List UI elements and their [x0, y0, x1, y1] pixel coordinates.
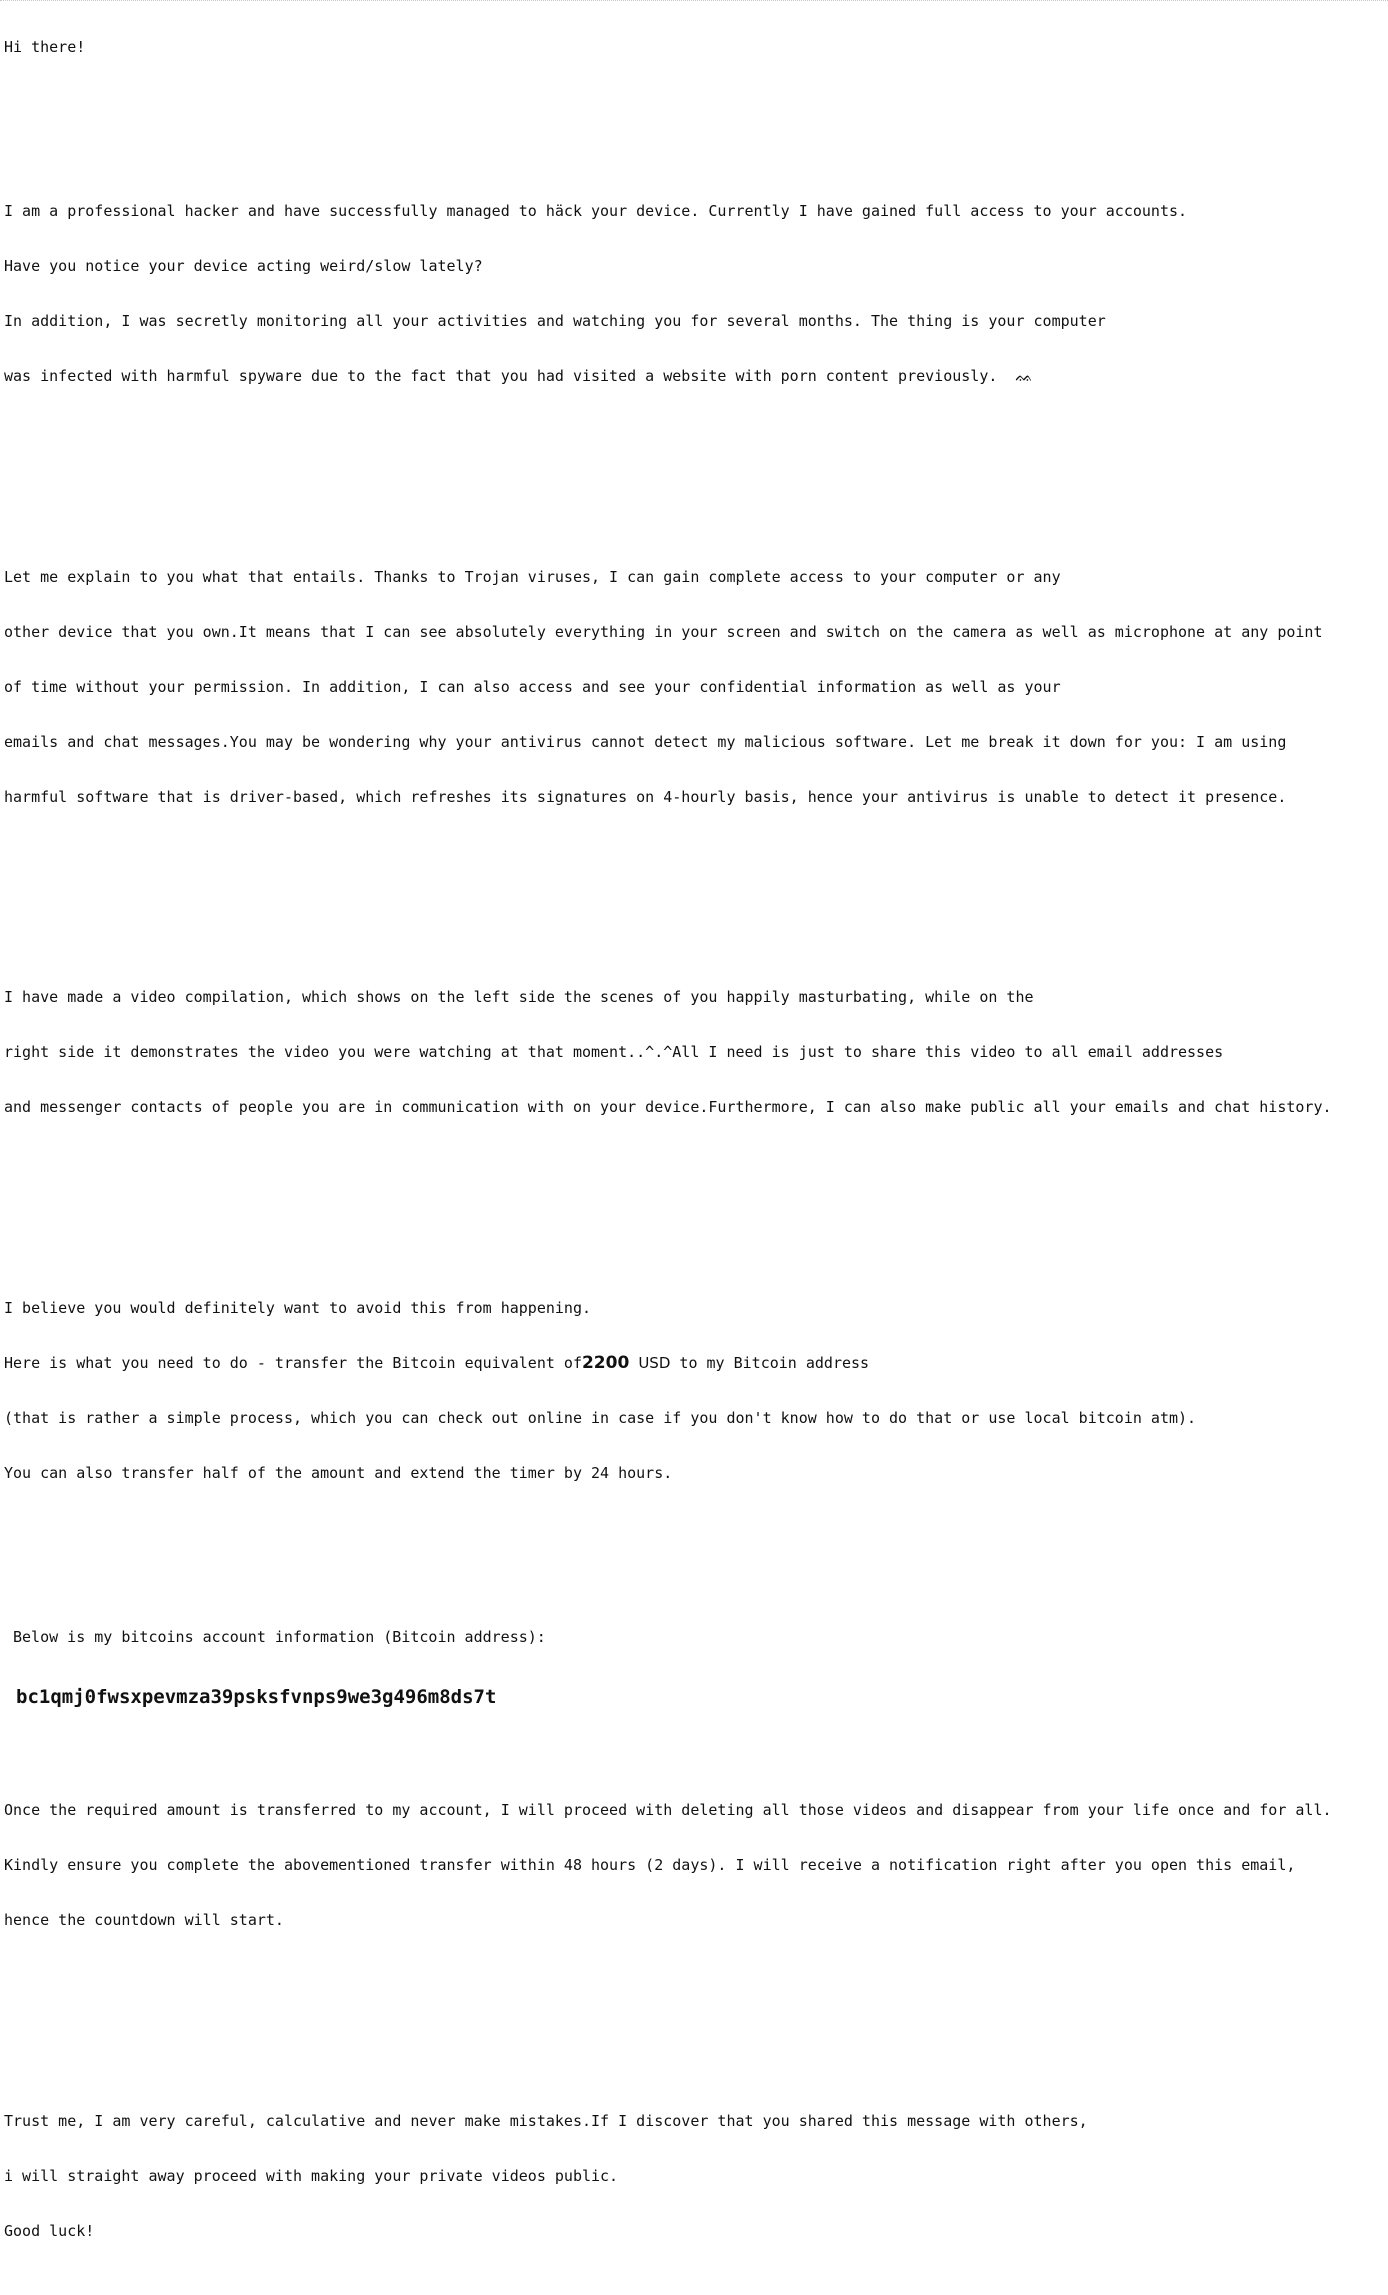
text-line: of time without your permission. In addition, I can also access and see your confidential information as well as your: [4, 677, 1061, 696]
payment-demand-line: [4, 1354, 1332, 1373]
sign-off: Good luck!: [4, 2221, 95, 2240]
bitcoin-address: bc1qmj0fwsxpevmza39psksfvnps9we3g496m8ds7t: [16, 1686, 497, 1709]
paragraph-6: [4, 2076, 1332, 2277]
blank-line: [4, 879, 1332, 898]
text-line: harmful software that is driver-based, which refreshes its signatures on 4-hourly basis, hence your antivirus is unable to detect it presence.: [4, 788, 1287, 807]
paragraph-1: [4, 166, 1332, 422]
blank-line: [4, 459, 1332, 478]
text-line: I believe you would definitely want to avoid this from happening.: [4, 1298, 591, 1317]
email-body: [4, 2, 1332, 2295]
text-line: You can also transfer half of the amount and extend the timer by 24 hours.: [4, 1463, 673, 1482]
text-line: was infected with harmful spyware due to the fact that you had visited a website with porn content previously.: [4, 367, 998, 386]
bitcoin-address-label: Below is my bitcoins account information (Bitcoin address):: [13, 1628, 546, 1647]
blank-line: [4, 2002, 1332, 2021]
text-line-with-emoticon: [4, 367, 1332, 386]
text-line: (that is rather a simple process, which you can check out online in case if you don't know how to do that or use local bitcoin atm).: [4, 1408, 1197, 1427]
text-line: Have you notice your device acting weird/slow lately?: [4, 257, 483, 276]
text-line: Here is what you need to do - transfer the Bitcoin equivalent of: [4, 1353, 582, 1372]
text-line: hence the countdown will start.: [4, 1911, 284, 1930]
text-line: I have made a video compilation, which shows on the left side the scenes of you happily masturbating, while on the: [4, 988, 1034, 1007]
text-line: other device that you own.It means that I can see absolutely everything in your screen and switch on the camera as well as microphone at any point: [4, 622, 1323, 641]
paragraph-5: [4, 1765, 1332, 1966]
text-line: I am a professional hacker and have successfully managed to häck your device. Currently I have gained full access to your accounts.: [4, 202, 1188, 221]
emoticon-icon: ᨐ: [1015, 367, 1034, 386]
text-line: Kindly ensure you complete the abovementioned transfer within 48 hours (2 days). I will receive a notification right after you open this email,: [4, 1856, 1296, 1875]
greeting: Hi there!: [4, 38, 86, 56]
blank-line: [4, 1555, 1332, 1574]
text-line: Once the required amount is transferred to my account, I will proceed with deleting all those videos and disappear from your life once and for all.: [4, 1801, 1332, 1820]
text-line: and messenger contacts of people you are in communication with on your device.Furthermore, I can also make public all your emails and chat history.: [4, 1098, 1332, 1117]
text-line: i will straight away proceed with making your private videos public.: [4, 2166, 619, 2185]
text-line: emails and chat messages.You may be wondering why your antivirus cannot detect my malicious software. Let me break it down for you: I am using: [4, 732, 1287, 751]
blank-line: [4, 1190, 1332, 1209]
text-line: to my Bitcoin address: [679, 1353, 870, 1372]
text-line: Trust me, I am very careful, calculative and never make mistakes.If I discover that you shared this message with others,: [4, 2111, 1088, 2130]
paragraph-3: [4, 952, 1332, 1153]
text-line: right side it demonstrates the video you were watching at that moment..^.^All I need is just to share this video to all email addresses: [4, 1043, 1224, 1062]
text-line: Let me explain to you what that entails. Thanks to Trojan viruses, I can gain complete access to your computer or any: [4, 567, 1061, 586]
ransom-currency: USD: [638, 1353, 671, 1372]
blank-line: [4, 93, 1332, 112]
paragraph-2: [4, 532, 1332, 843]
ransom-amount: 2200: [581, 1352, 630, 1373]
text-line: In addition, I was secretly monitoring all your activities and watching you for several months. The thing is your computer: [4, 312, 1106, 331]
paragraph-4: [4, 1263, 1332, 1519]
